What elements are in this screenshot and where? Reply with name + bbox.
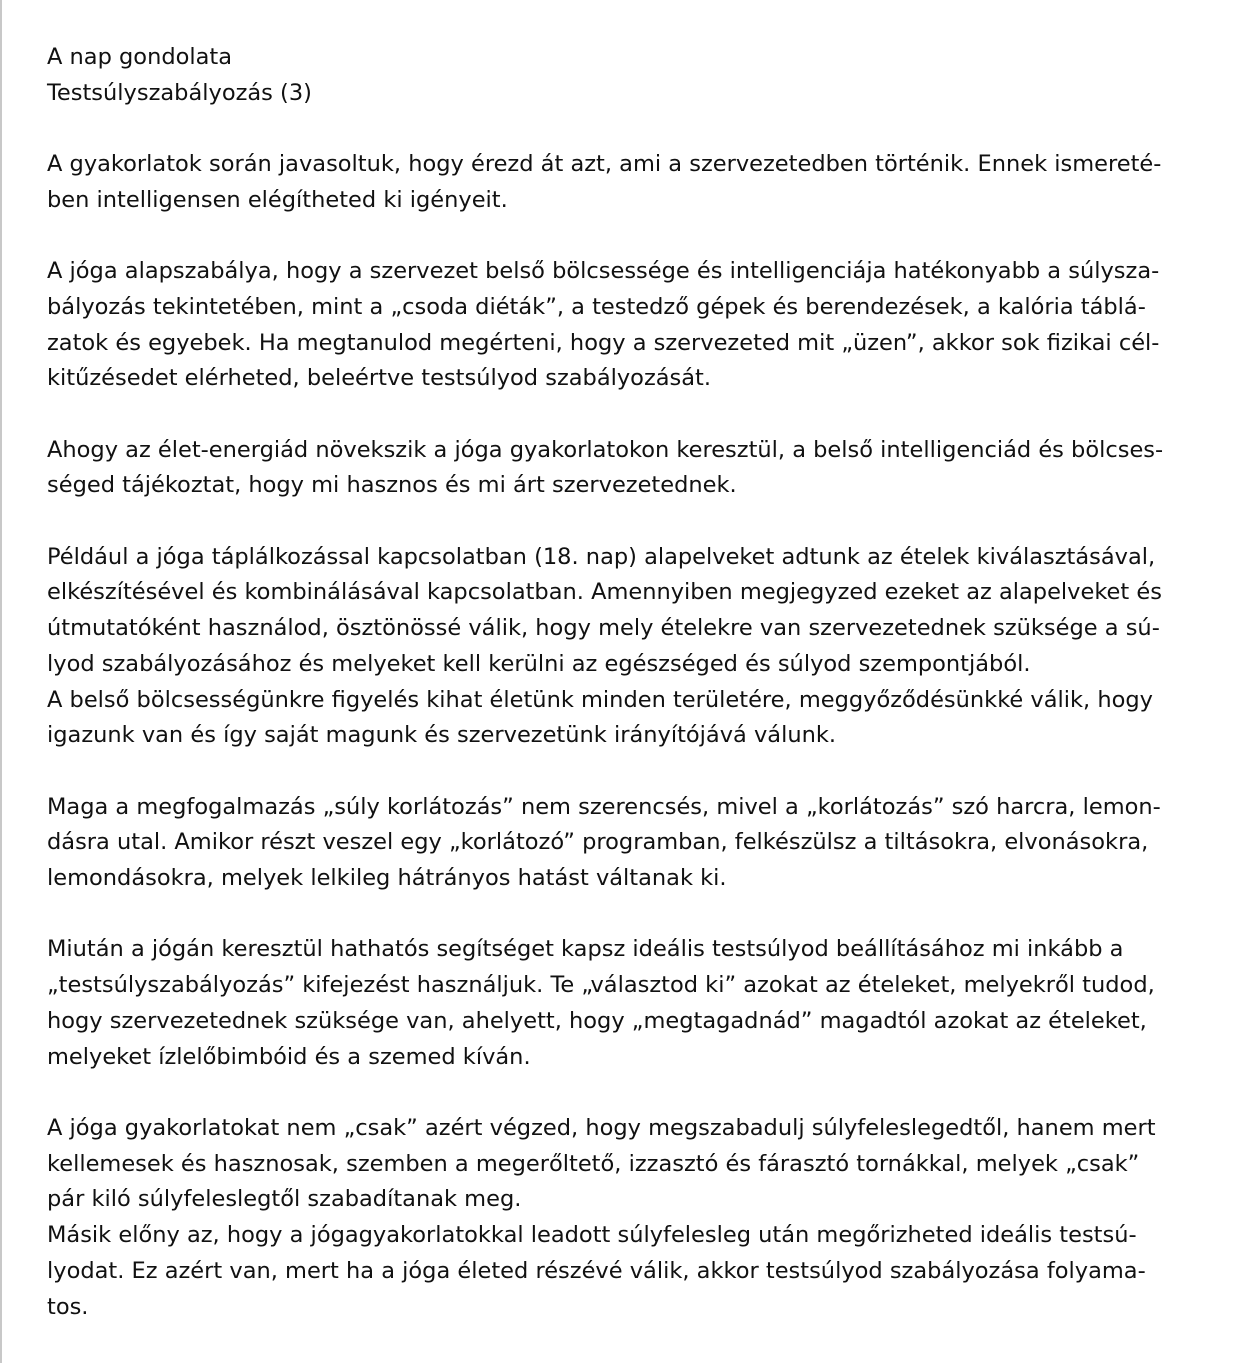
paragraph-line: igazunk van és így saját magunk és szervezetünk irányítójává válunk. <box>47 722 837 749</box>
paragraph-line: ben intelligensen elégítheted ki igényeit. <box>47 186 508 213</box>
paragraph-3 <box>47 433 1207 504</box>
paragraph-line: útmutatóként használod, ösztönössé válik, hogy mely ételekre van szervezetednek szüksége a sú- <box>47 615 1160 642</box>
spacer <box>47 754 1207 790</box>
paragraph-line: zatok és egyebek. Ha megtanulod megérteni, hogy a szervezeted mit „üzen”, akkor sok fizikai cél- <box>47 329 1160 356</box>
paragraph-line: A gyakorlatok során javasoltuk, hogy érezd át azt, ami a szervezetedben történik. Ennek ismereté- <box>47 151 1162 178</box>
paragraph-line: Maga a megfogalmazás „súly korlátozás” nem szerencsés, mivel a „korlátozás” szó harcra, lemon- <box>47 793 1161 820</box>
header <box>47 40 1207 111</box>
spacer <box>47 397 1207 433</box>
paragraph-4 <box>47 540 1207 754</box>
paragraph-line: „testsúlyszabályozás” kifejezést használjuk. Te „választod ki” azokat az ételeket, melyekről tudod, <box>47 972 1155 999</box>
paragraph-line: lyod szabályozásához és melyeket kell kerülni az egészséged és súlyod szempontjából. <box>47 650 1031 677</box>
paragraph-1 <box>47 147 1207 218</box>
paragraph-line: bályozás tekintetében, mint a „csoda diéták”, a testedző gépek és berendezések, a kalória táblá- <box>47 293 1146 320</box>
spacer <box>47 111 1207 147</box>
paragraph-6 <box>47 932 1207 1075</box>
paragraph-line: kellemesek és hasznosak, szemben a megerőltető, izzasztó és fárasztó tornákkal, melyek „csak” <box>47 1150 1140 1177</box>
paragraph-line: lyodat. Ez azért van, mert ha a jóga életed részévé válik, akkor testsúlyod szabályozása folyama- <box>47 1257 1146 1284</box>
page-title: Testsúlyszabályozás (3) <box>47 79 312 106</box>
paragraph-line: dásra utal. Amikor részt veszel egy „korlátozó” programban, felkészülsz a tiltásokra, elvonásokra, <box>47 829 1149 856</box>
paragraph-line: A jóga gyakorlatokat nem „csak” azért végzed, hogy megszabadulj súlyfeleslegedtől, hanem mert <box>47 1114 1156 1141</box>
paragraph-line: séged tájékoztat, hogy mi hasznos és mi árt szervezetednek. <box>47 472 737 499</box>
paragraph-5 <box>47 790 1207 897</box>
document-body <box>47 40 1207 1325</box>
paragraph-line: elkészítésével és kombinálásával kapcsolatban. Amennyiben megjegyzed ezeket az alapelveket és <box>47 579 1162 606</box>
paragraph-line: hogy szervezetednek szüksége van, ahelyett, hogy „megtagadnád” magadtól azokat az ételeket, <box>47 1007 1147 1034</box>
paragraph-line: tos. <box>47 1293 89 1320</box>
paragraph-line: lemondásokra, melyek lelkileg hátrányos hatást váltanak ki. <box>47 865 727 892</box>
paragraph-line: Másik előny az, hogy a jógagyakorlatokkal leadott súlyfelesleg után megőrizheted ideális testsú- <box>47 1222 1137 1249</box>
kicker: A nap gondolata <box>47 44 233 70</box>
paragraph-2 <box>47 254 1207 397</box>
spacer <box>47 504 1207 540</box>
paragraph-line: pár kiló súlyfeleslegtől szabadítanak meg. <box>47 1186 522 1213</box>
paragraph-line: Például a jóga táplálkozással kapcsolatban (18. nap) alapelveket adtunk az ételek kiválasztásával, <box>47 543 1156 570</box>
spacer <box>47 219 1207 255</box>
paragraph-7 <box>47 1111 1207 1325</box>
spacer <box>47 1075 1207 1111</box>
paragraph-line: Miután a jógán keresztül hathatós segítséget kapsz ideális testsúlyod beállításához mi inkább a <box>47 936 1124 963</box>
paragraph-line: kitűzésedet elérheted, beleértve testsúlyod szabályozását. <box>47 365 712 392</box>
paragraph-line: Ahogy az élet-energiád növekszik a jóga gyakorlatokon keresztül, a belső intelligenciád és bölcses- <box>47 436 1164 463</box>
paragraph-line: melyeket ízlelőbimbóid és a szemed kíván. <box>47 1043 531 1070</box>
paragraph-line: A jóga alapszabálya, hogy a szervezet belső bölcsessége és intelligenciája hatékonyabb a súlysza- <box>47 258 1160 285</box>
paragraph-line: A belső bölcsességünkre figyelés kihat életünk minden területére, meggyőződésünkké válik, hogy <box>47 686 1153 713</box>
spacer <box>47 897 1207 933</box>
